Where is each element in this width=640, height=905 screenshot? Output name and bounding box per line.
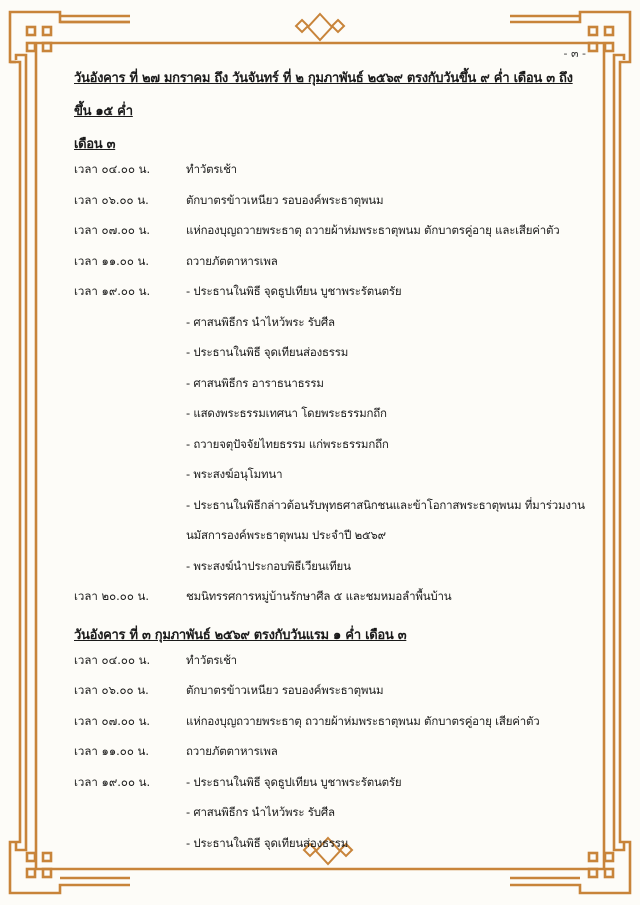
section-heading-continued: เดือน ๓ bbox=[74, 137, 116, 152]
activity-text: - ประธานในพิธีกล่าวต้อนรับพุทธศาสนิกชนและข้าโอกาสพระธาตุพนม ที่มาร่วมงาน bbox=[186, 497, 585, 512]
activity-text: นมัสการองค์พระธาตุพนม ประจำปี ๒๕๖๙ bbox=[186, 528, 386, 542]
activity-text: - ประธานในพิธี จุดเทียนส่องธรรม bbox=[186, 835, 349, 850]
schedule-row bbox=[74, 652, 594, 683]
section-heading: วันอังคาร ที่ ๓ กุมภาพันธ์ ๒๕๖๙ ตรงกับวันแรม ๑ ค่ำ เดือน ๓ bbox=[74, 627, 407, 643]
schedule-section-2 bbox=[74, 619, 594, 866]
evening-item bbox=[74, 436, 594, 467]
section-heading: วันอังคาร ที่ ๒๗ มกราคม ถึง วันจันทร์ ที่ ๒ กุมภาพันธ์ ๒๕๖๙ ตรงกับวันขึ้น ๙ ค่ำ เดือน ๓ ถึง ขึ้น ๑๕ ค่ำ bbox=[74, 71, 573, 119]
time-label: เวลา ๐๔.๐๐ น. bbox=[74, 652, 151, 667]
activity-text: ตักบาตรข้าวเหนียว รอบองค์พระธาตุพนม bbox=[186, 683, 384, 697]
schedule-row bbox=[74, 682, 594, 713]
activity-text: - พระสงฆ์อนุโมทนา bbox=[186, 467, 283, 481]
activity-text: ถวายภัตตาหารเพล bbox=[186, 744, 278, 758]
time-label: เวลา ๑๑.๐๐ น. bbox=[74, 253, 150, 268]
evening-item bbox=[74, 314, 594, 345]
activity-text: - ประธานในพิธี จุดธูปเทียน บูชาพระรัตนตรัย bbox=[186, 774, 402, 789]
schedule-row bbox=[74, 192, 594, 223]
page-number: - ๓ - bbox=[563, 47, 586, 60]
activity-text: - ศาสนพิธีกร นำไหว้พระ รับศีล bbox=[186, 314, 335, 329]
schedule-row bbox=[74, 713, 594, 744]
evening-item-continued bbox=[74, 527, 594, 558]
time-label: เวลา ๑๑.๐๐ น. bbox=[74, 744, 150, 758]
activity-text: - พระสงฆ์นำประกอบพิธีเวียนเทียน bbox=[186, 558, 351, 573]
activity-text: แห่กองบุญถวายพระธาตุ ถวายผ้าห่มพระธาตุพนม ตักบาตรคู่อายุ และเสียค่าตัว bbox=[186, 223, 560, 237]
schedule-row bbox=[74, 283, 594, 314]
activity-text: ถวายภัตตาหารเพล bbox=[186, 253, 278, 268]
schedule-section-1 bbox=[74, 62, 594, 619]
evening-item bbox=[74, 497, 594, 528]
schedule-row bbox=[74, 253, 594, 284]
activity-text: - ศาสนพิธีกร นำไหว้พระ รับศีล bbox=[186, 805, 335, 819]
activity-text: ทำวัตรเช้า bbox=[186, 162, 237, 176]
evening-item bbox=[74, 405, 594, 436]
time-label: เวลา ๑๙.๐๐ น. bbox=[74, 774, 151, 789]
evening-item bbox=[74, 466, 594, 497]
time-label: เวลา ๑๙.๐๐ น. bbox=[74, 284, 151, 298]
time-label: เวลา ๐๗.๐๐ น. bbox=[74, 713, 151, 728]
evening-item bbox=[74, 804, 594, 835]
diamond-ornament-top bbox=[296, 14, 344, 40]
schedule-row bbox=[74, 222, 594, 253]
activity-text: ตักบาตรข้าวเหนียว รอบองค์พระธาตุพนม bbox=[186, 192, 384, 207]
activity-text: - ประธานในพิธี จุดเทียนส่องธรรม bbox=[186, 345, 349, 359]
schedule-row bbox=[74, 588, 594, 619]
evening-item bbox=[74, 835, 594, 866]
activity-text: ชมนิทรรศการหมู่บ้านรักษาศีล ๕ และชมหมอลำพื้นบ้าน bbox=[186, 589, 452, 603]
schedule-row bbox=[74, 743, 594, 774]
time-label: เวลา ๐๔.๐๐ น. bbox=[74, 162, 151, 176]
activity-text: - ถวายจตุปัจจัยไทยธรรม แก่พระธรรมกถึก bbox=[186, 436, 389, 451]
time-label: เวลา ๐๖.๐๐ น. bbox=[74, 192, 149, 207]
schedule-row bbox=[74, 774, 594, 805]
schedule-row bbox=[74, 161, 594, 192]
evening-item bbox=[74, 375, 594, 406]
schedule-document bbox=[74, 62, 594, 865]
activity-text: แห่กองบุญถวายพระธาตุ ถวายผ้าห่มพระธาตุพนม ตักบาตรคู่อายุ เสียค่าตัว bbox=[186, 713, 540, 728]
time-label: เวลา ๒๐.๐๐ น. bbox=[74, 589, 150, 603]
activity-text: - ประธานในพิธี จุดธูปเทียน บูชาพระรัตนตรัย bbox=[186, 284, 402, 298]
time-label: เวลา ๐๖.๐๐ น. bbox=[74, 683, 149, 697]
activity-text: - แสดงพระธรรมเทศนา โดยพระธรรมกถึก bbox=[186, 406, 387, 420]
evening-item bbox=[74, 344, 594, 375]
activity-text: ทำวัตรเช้า bbox=[186, 652, 237, 667]
activity-text: - ศาสนพิธีกร อาราธนาธรรม bbox=[186, 375, 324, 390]
time-label: เวลา ๐๗.๐๐ น. bbox=[74, 223, 151, 237]
evening-item bbox=[74, 558, 594, 589]
